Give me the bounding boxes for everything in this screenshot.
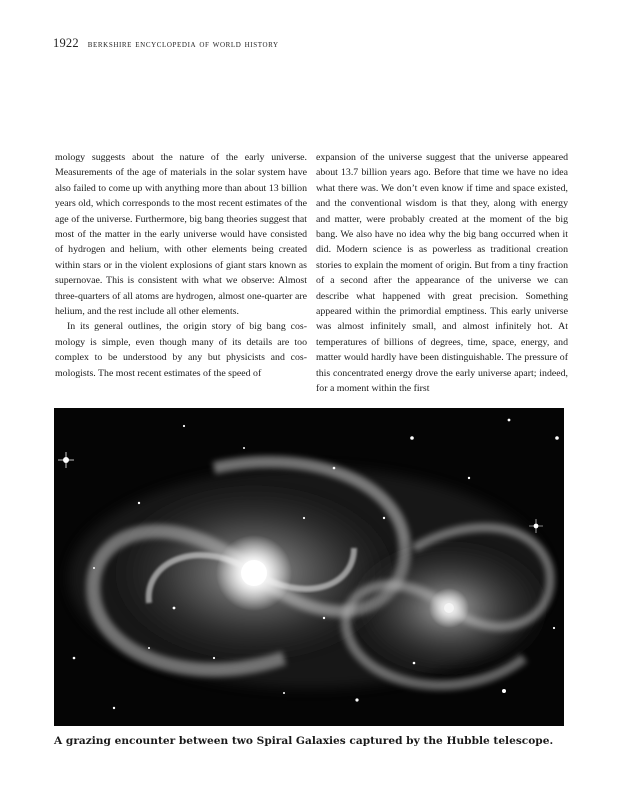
spiral-galaxies-image <box>54 408 564 726</box>
paragraph: expansion of the universe suggest that the universe appeared about 13.7 billion years ago. Before that time we have no idea what there was. We don’t even know if time and space existed, and the conventional wisdom is that they, along with energy and matter, were probably created at the moment of the big bang. We also have no idea why the big bang occurred when it did. Modern science is as powerless as traditional creation stories to explain the moment of origin. But from a tiny fraction of a second after the appearance of the universe we can describe what happened with great precision. Something appeared within the primordial emptiness. This early universe was almost infinitely small, and almost infinitely hot. At temperatures of billions of degrees, time, space, energy, and matter would hardly have been distinguishable. The pressure of this concentrated energy drove the early universe apart; indeed, for a moment within the first <box>316 152 568 395</box>
paragraph: mology suggests about the nature of the early universe. Measurements of the age of materials in the solar system have also failed to come up with anything more than about 13 billion years old, which corresponds to the most recent estimates of the age of the universe. Furthermore, big bang theories suggest that most of the matter in the early universe would have consisted of hydrogen and helium, with other elements being created within stars or in the violent explosions of giant stars known as supernovae. This is consistent with what we observe: Almost three-quarters of all atoms are hydrogen, almost one-quarter are helium, and the rest include all other elements. <box>55 152 307 318</box>
page-number: 1922 <box>53 36 79 50</box>
figure-caption: A grazing encounter between two Spiral Galaxies captured by the Hubble telescope. <box>54 735 554 747</box>
running-header <box>53 36 279 51</box>
text-column-left <box>55 150 307 381</box>
paragraph: In its general outlines, the origin story of big bang cosmology is simple, even though many of its details are too complex to be understood by any but physicists and cosmologists. The most recent estimates of the speed of <box>55 321 307 379</box>
text-column-right <box>316 150 568 397</box>
galaxy-photo <box>54 408 564 726</box>
book-title: berkshire encyclopedia of world history <box>87 39 279 50</box>
